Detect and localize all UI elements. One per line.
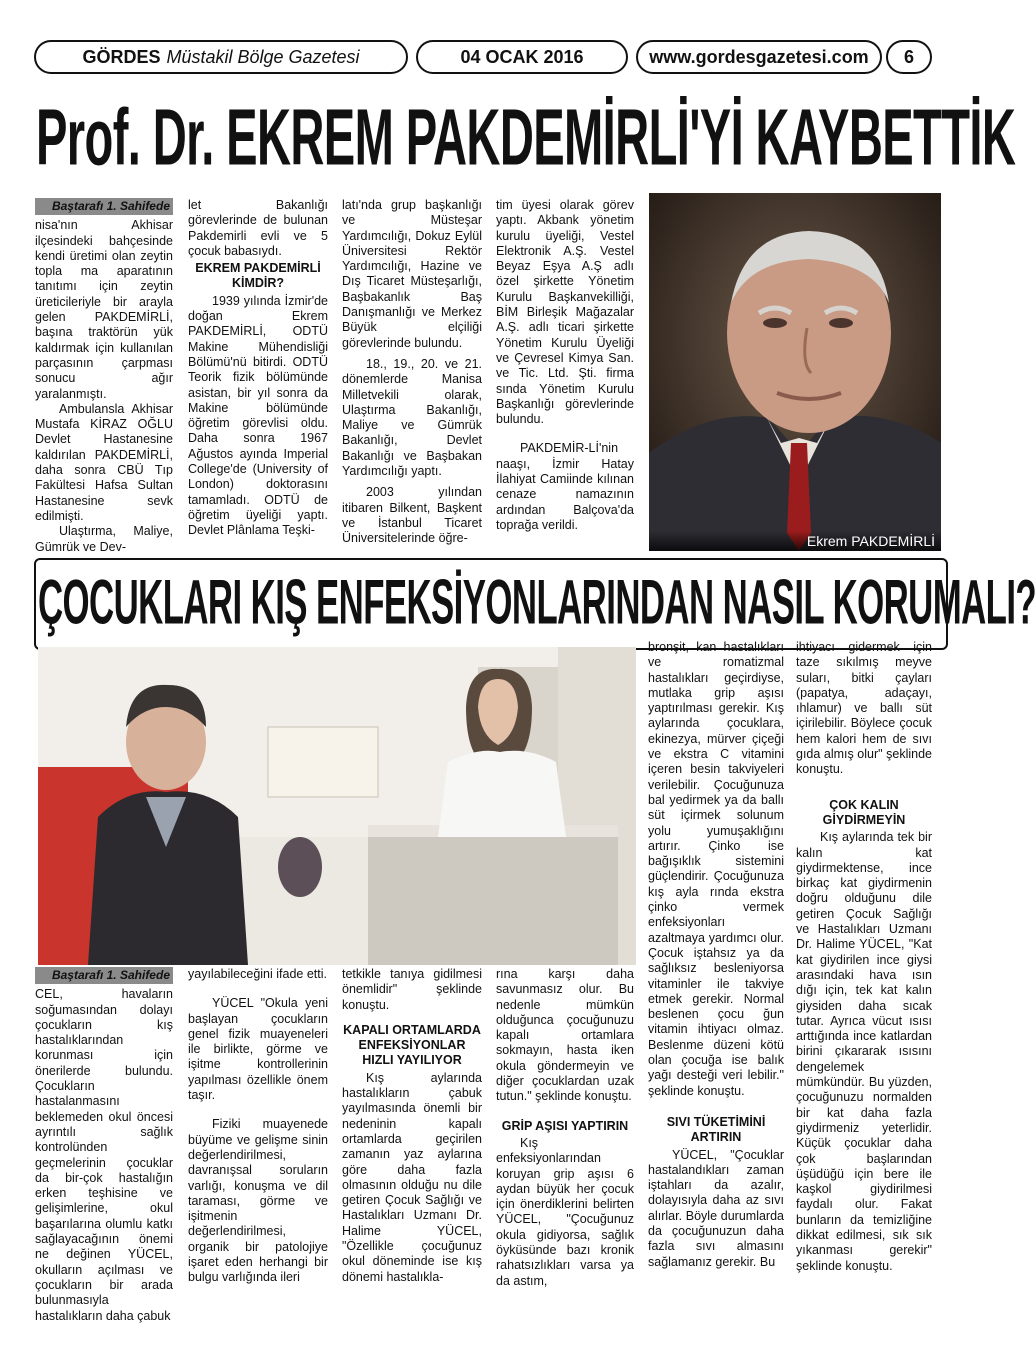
continued-tag: Baştarafı 1. Sahifede <box>35 967 173 984</box>
paragraph: let Bakanlığı görevlerinde de bulunan Pakdemirli evli ve 5 çocuk babasıydı. <box>188 198 328 258</box>
article2-column-5 <box>648 640 784 1308</box>
subheading: SIVI TÜKETİMİNİ ARTIRIN <box>666 1114 766 1145</box>
paragraph: YÜCEL, "Çocuklar hastalandıkları zaman iştahları da azalır, dolayısıyla daha az sıvı alırlar. Böyle durumlarda da çocuğunuzun daha fazla sıvı almasını sağlamanız gerekir. Bu <box>648 1147 784 1269</box>
article1-column-2 <box>188 198 328 548</box>
paragraph: 1939 yılında İzmir'de doğan Ekrem PAKDEMİRLİ, ODTÜ Makine Mühendisliği Bölümü'nü bitirdi. ODTÜ Teorik fizik bölümünde asistan, bir yıl sonra da Makine bölümünde öğretim görevlisi oldu. Daha sonra 1967 Ağustos ayında Imperial College'de (University of London) doktorasını tamamladı. ODTÜ de öğretim üyeliği yaptı. Devlet Plânlama Teşki- <box>188 293 328 538</box>
paragraph: YÜCEL "Okula yeni başlayan çocukların genel fizik muayeneleri ile birlikte, görme ve işitme kontrollerinin yapılması özellikle önem taşır. <box>188 996 328 1103</box>
article2-column-6 <box>796 640 932 1308</box>
article1-headline: Prof. Dr. EKREM PAKDEMİRLİ'Yİ KAYBETTİK <box>36 93 1016 183</box>
website-box <box>636 40 882 74</box>
paragraph: Kış enfeksiyonlarından koruyan grip aşısı 6 aydan büyük her çocuk için önerdiklerini belirten YÜCEL, "Çocuğunuz okula gidiyorsa, sağlık öyküsünde bazı kronik rahatsızlıkları varsa ya da astım, <box>496 1135 634 1288</box>
paragraph: Kış aylarında hastalıkların çabuk yayılmasında önemli bir nedeninin kapalı ortamlarda geçirilen zamanın yaz aylarına göre daha fazla olmasının olduğu nu dile getiren Çocuk Sağlığı ve Hastalıkları Uzmanı Dr. Halime YÜCEL, "Özellikle çocuğunuz okul döneminde ise kış dönemi hastalıkla- <box>342 1070 482 1284</box>
issue-date: 04 OCAK 2016 <box>460 46 584 67</box>
paragraph: Kış aylarında tek bir kalın kat giydirmektense, ince birkaç kat giydirmenin doğru olduğunu dile getiren Çocuk Sağlığı ve Hastalıkları Uzmanı Dr. Halime YÜCEL, "Kat kat giydirilen ince giysi arasındaki hava ısın dığı için, tek kat kalın giysiden daha sıcak tutar. Ayrıca vücut ısısı arttığında ince katlardan birini çıkararak ısısını dengelemek mümkündür. Bu yüzden, çocuğunuzu normalden bir kat daha fazla giydirmeniz yeterlidir. Küçük çocuklar daha çok başlarından üşüdüğü için bere ile kaşkol giydirilmesi faydalı olur. Fakat bunların da temizliğine dikkat edilmesi, sık sık yıkanması gerekir" şeklinde konuştu. <box>796 830 932 1273</box>
article1-column-1 <box>35 198 173 554</box>
paragraph: latı'nda grup başkanlığı ve Müsteşar Yardımcılığı, Dokuz Eylül Üniversitesi Rektör Yardımcılığı, Hazine ve Dış Ticaret Müsteşarlığı, Başbakanlık Baş Danışmanlığı ve Merkez Büyük elçiliği görevlerinde bulundu. <box>342 198 482 350</box>
paragraph: PAKDEMİR-Lİ'nin naaşı, İzmir Hatay İlahiyat Camiinde kılınan cenaze namazının ardından Balçova'da toprağa verildi. <box>496 441 634 532</box>
page-number-box <box>886 40 932 74</box>
paragraph: Ulaştırma, Maliye, Gümrük ve Dev- <box>35 524 173 554</box>
doctor-office-photo <box>38 647 636 965</box>
paragraph: CEL, havaların soğumasından dolayı çocukların kış hastalıklarından korunması için önerilerde bulundu. Çocukların hastalanmasını beklemeden okul öncesi ayrıntılı sağlık kontrolünden geçmelerinin çocuklar da bir-çok hastalığın erken teşhisine ve gelişimlerine, okul başarılarına olumlu katkı sağlayacağının önemi ne değinen YÜCEL, okulların açılması ve çocukların bir arada bulunmasıyla hastalıkların daha çabuk <box>35 987 173 1323</box>
pakdemirli-portrait-photo <box>649 193 941 551</box>
paragraph: tim üyesi olarak görev yaptı. Akbank yönetim kurulu üyeliği, Vestel Elektronik A.Ş. Vestel Beyaz Eşya A.Ş adlı özel şirkette Yönetim Kurulu Başkanvekilliği, BİM Birleşik Mağazalar A.Ş. adlı ticari şirkette Yönetim Kurulu Üyeliği ve Çevresel Kimya San. ve Tic. Ltd. Şti. firma sında Yönetim Kurulu Başkanlığı görevlerinde bulundu. <box>496 198 634 427</box>
photo-caption: Ekrem PAKDEMİRLİ <box>649 531 941 551</box>
continued-tag: Baştarafı 1. Sahifede <box>35 198 173 215</box>
paragraph: Fiziki muayenede büyüme ve gelişme sinin değerlendirilmesi, davranışsal soruların varlığı, konuşma ve dil taraması, görme ve işitmenin değerlendirilmesi, organik bir patolojiye işaret eden herhangi bir bulgu varlığında ileri <box>188 1117 328 1285</box>
paragraph: rına karşı daha savunmasız olur. Bu nedenle mümkün olduğunca çocuğunuzu kapalı ortamlara sokmayın, hasta iken okula göndermeyin ve diğer çocuklardan uzak tutun." şeklinde konuştu. <box>496 967 634 1104</box>
subheading: ÇOK KALIN GİYDİRMEYİN <box>822 797 906 827</box>
subheading: KAPALI ORTAMLARDA ENFEKSİYONLAR HIZLI YAYILIYOR <box>343 1022 481 1068</box>
portrait-illustration <box>649 193 941 551</box>
paragraph: Ambulansla Akhisar Mustafa KİRAZ OĞLU Devlet Hastanesine kaldırılan PAKDEMİRLİ, daha sonra CBÜ Tıp Fakültesi Hafsa Sultan Hastanesine sevk edilmişti. <box>35 401 173 523</box>
subheading: GRİP AŞISI YAPTIRIN <box>501 1118 629 1133</box>
date-box <box>416 40 628 74</box>
paragraph: 2003 yılından itibaren Bilkent, Başkent ve İstanbul Ticaret Üniversitelerinde öğre- <box>342 485 482 546</box>
website-link[interactable]: www.gordesgazetesi.com <box>649 46 869 67</box>
paragraph: 18., 19., 20. ve 21. dönemlerde Manisa Milletvekili olarak, Ulaştırma Bakanlığı, Maliye ve Gümrük Bakanlığı, Devlet Bakanlığı ve Başbakan Yardımcılığı yaptı. <box>342 356 482 479</box>
paragraph: bronşit, kan hastalıkları ve romatizmal hastalıkları geçirdiyse, mutlaka grip aşısı yaptırılması gerekir. Kış aylarında çocuklara, ekinezya, mürver çiçeği ve ekstra C vitamini içeren besin takviyeleri verilebilir. Çocuğunuza bal yedirmek ya da ballı süt içirmek solunum yolu yumuşaklığını artırır. Çinko ise bağışıklık sistemini güçlendirir. Çocuğunuza kış ayla rında ekstra çinko vermek enfeksiyonları azaltmaya yardımcı olur. Çocuk iştahsız ya da sağlıksız besleniyorsa vitaminler ile takviye etmek gerekir. Normal beslenen çocu ğun vitamin ihtiyacı olmaz. Beslenme düzeni kötü olan çocuğa ise balık yağı desteği veri lebilir." şeklinde konuştu. <box>648 640 784 1098</box>
article1-column-4 <box>496 198 634 548</box>
article2-headline: ÇOCUKLARI KIŞ ENFEKSİYONLARINDAN NASIL KORUMALI? <box>38 567 1036 638</box>
paragraph: tetkikle tanıya gidilmesi önemlidir" şeklinde konuştu. <box>342 967 482 1012</box>
paragraph: yayılabileceğini ifade etti. <box>188 967 327 981</box>
article1-column-3 <box>342 198 482 548</box>
article2-column-3 <box>342 967 482 1307</box>
paper-subtitle: Müstakil Bölge Gazetesi <box>166 46 360 67</box>
masthead-box <box>34 40 408 74</box>
article2-column-4 <box>496 967 634 1307</box>
paragraph: ihtiyacı gidermek için taze sıkılmış meyve suları, bitki çayları (papatya, adaçayı, ıhlamur) ve ballı süt içirilebilir. Böylece çocuk hem kalori hem de sıvı gıda almış olur" şeklinde konuştu. <box>796 640 932 777</box>
paragraph: nisa'nın Akhisar ilçesindeki bahçesinde kendi üretimi olan zeytin topla ma aparatının tanıtımı için zeytin üreticileriyle bir arayla gelen PAKDEMİRLİ, başına traktörün yük kaldırmak için kullanılan parçasının çarpması sonucu ağır yaralanmıştı. <box>35 218 173 401</box>
subheading: EKREM PAKDEMİRLİ KİMDİR? <box>195 261 321 291</box>
page-number: 6 <box>903 46 914 67</box>
office-illustration <box>38 647 636 965</box>
article2-column-2 <box>188 967 328 1307</box>
paper-name: GÖRDES <box>82 46 161 67</box>
article2-column-1 <box>35 967 173 1323</box>
